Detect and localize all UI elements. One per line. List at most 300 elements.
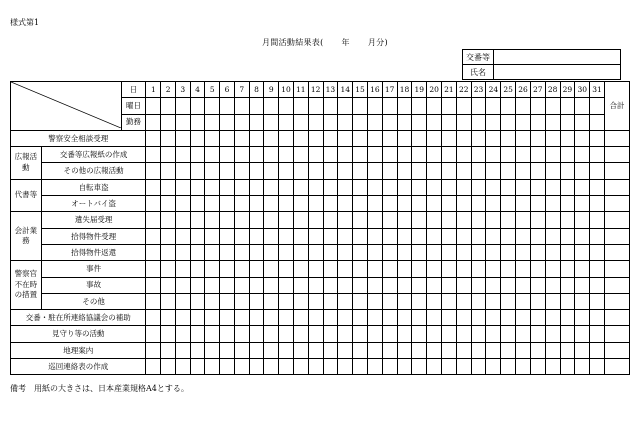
day-cell[interactable] — [412, 196, 427, 212]
weekday-cell[interactable] — [412, 98, 427, 114]
day-cell[interactable] — [293, 359, 308, 375]
day-cell[interactable] — [516, 359, 531, 375]
weekday-cell[interactable] — [264, 98, 279, 114]
day-cell[interactable] — [205, 359, 220, 375]
total-cell[interactable] — [604, 179, 629, 195]
day-cell[interactable] — [560, 147, 575, 163]
day-cell[interactable] — [530, 179, 545, 195]
day-cell[interactable] — [382, 326, 397, 342]
day-cell[interactable] — [323, 326, 338, 342]
day-cell[interactable] — [590, 196, 605, 212]
day-cell[interactable] — [456, 163, 471, 179]
weekday-cell[interactable] — [486, 98, 501, 114]
day-cell[interactable] — [190, 163, 205, 179]
day-cell[interactable] — [471, 359, 486, 375]
day-cell[interactable] — [471, 228, 486, 244]
day-cell[interactable] — [205, 293, 220, 309]
day-cell[interactable] — [264, 310, 279, 326]
day-cell[interactable] — [175, 228, 190, 244]
day-cell[interactable] — [146, 147, 161, 163]
weekday-cell[interactable] — [146, 98, 161, 114]
day-cell[interactable] — [161, 130, 176, 146]
day-cell[interactable] — [146, 261, 161, 277]
day-cell[interactable] — [560, 179, 575, 195]
day-cell[interactable] — [249, 342, 264, 358]
weekday-cell[interactable] — [427, 98, 442, 114]
total-cell[interactable] — [604, 212, 629, 228]
total-cell[interactable] — [604, 196, 629, 212]
weekday-cell[interactable] — [279, 98, 294, 114]
day-cell[interactable] — [308, 228, 323, 244]
day-cell[interactable] — [516, 179, 531, 195]
day-cell[interactable] — [397, 196, 412, 212]
day-cell[interactable] — [220, 326, 235, 342]
day-cell[interactable] — [530, 212, 545, 228]
day-cell[interactable] — [575, 277, 590, 293]
weekday-cell[interactable] — [501, 98, 516, 114]
day-cell[interactable] — [442, 261, 457, 277]
day-cell[interactable] — [530, 130, 545, 146]
day-cell[interactable] — [338, 342, 353, 358]
day-cell[interactable] — [367, 277, 382, 293]
day-cell[interactable] — [234, 293, 249, 309]
day-cell[interactable] — [530, 326, 545, 342]
day-cell[interactable] — [397, 342, 412, 358]
day-cell[interactable] — [560, 359, 575, 375]
day-cell[interactable] — [471, 261, 486, 277]
day-cell[interactable] — [412, 130, 427, 146]
day-cell[interactable] — [161, 326, 176, 342]
day-cell[interactable] — [205, 179, 220, 195]
day-cell[interactable] — [501, 261, 516, 277]
day-cell[interactable] — [545, 147, 560, 163]
day-cell[interactable] — [545, 310, 560, 326]
day-cell[interactable] — [397, 130, 412, 146]
day-cell[interactable] — [560, 293, 575, 309]
day-cell[interactable] — [575, 163, 590, 179]
day-cell[interactable] — [264, 342, 279, 358]
day-cell[interactable] — [323, 196, 338, 212]
day-cell[interactable] — [501, 196, 516, 212]
day-cell[interactable] — [486, 293, 501, 309]
day-cell[interactable] — [397, 359, 412, 375]
day-cell[interactable] — [367, 147, 382, 163]
duty-cell[interactable] — [249, 114, 264, 130]
day-cell[interactable] — [205, 147, 220, 163]
day-cell[interactable] — [293, 228, 308, 244]
day-cell[interactable] — [412, 359, 427, 375]
day-cell[interactable] — [234, 212, 249, 228]
day-cell[interactable] — [161, 359, 176, 375]
day-cell[interactable] — [501, 179, 516, 195]
day-cell[interactable] — [397, 293, 412, 309]
day-cell[interactable] — [427, 359, 442, 375]
day-cell[interactable] — [501, 310, 516, 326]
day-cell[interactable] — [338, 261, 353, 277]
day-cell[interactable] — [353, 359, 368, 375]
day-cell[interactable] — [575, 293, 590, 309]
day-cell[interactable] — [471, 147, 486, 163]
duty-cell[interactable] — [279, 114, 294, 130]
day-cell[interactable] — [234, 261, 249, 277]
day-cell[interactable] — [530, 244, 545, 260]
day-cell[interactable] — [323, 212, 338, 228]
weekday-cell[interactable] — [293, 98, 308, 114]
day-cell[interactable] — [264, 228, 279, 244]
day-cell[interactable] — [249, 228, 264, 244]
day-cell[interactable] — [382, 261, 397, 277]
day-cell[interactable] — [220, 310, 235, 326]
day-cell[interactable] — [264, 326, 279, 342]
day-cell[interactable] — [590, 163, 605, 179]
day-cell[interactable] — [486, 310, 501, 326]
day-cell[interactable] — [146, 277, 161, 293]
total-cell[interactable] — [604, 147, 629, 163]
total-cell[interactable] — [604, 130, 629, 146]
day-cell[interactable] — [190, 359, 205, 375]
day-cell[interactable] — [382, 293, 397, 309]
day-cell[interactable] — [367, 179, 382, 195]
day-cell[interactable] — [205, 163, 220, 179]
total-cell[interactable] — [604, 342, 629, 358]
day-cell[interactable] — [397, 147, 412, 163]
day-cell[interactable] — [323, 277, 338, 293]
day-cell[interactable] — [323, 163, 338, 179]
day-cell[interactable] — [249, 293, 264, 309]
day-cell[interactable] — [501, 342, 516, 358]
day-cell[interactable] — [412, 261, 427, 277]
day-cell[interactable] — [161, 277, 176, 293]
day-cell[interactable] — [367, 261, 382, 277]
day-cell[interactable] — [590, 326, 605, 342]
day-cell[interactable] — [456, 359, 471, 375]
day-cell[interactable] — [293, 310, 308, 326]
day-cell[interactable] — [190, 179, 205, 195]
day-cell[interactable] — [590, 359, 605, 375]
day-cell[interactable] — [308, 310, 323, 326]
weekday-cell[interactable] — [190, 98, 205, 114]
day-cell[interactable] — [249, 244, 264, 260]
weekday-cell[interactable] — [175, 98, 190, 114]
day-cell[interactable] — [427, 244, 442, 260]
day-cell[interactable] — [367, 196, 382, 212]
total-cell[interactable] — [604, 228, 629, 244]
day-cell[interactable] — [382, 342, 397, 358]
day-cell[interactable] — [486, 261, 501, 277]
day-cell[interactable] — [323, 261, 338, 277]
day-cell[interactable] — [456, 179, 471, 195]
day-cell[interactable] — [382, 277, 397, 293]
day-cell[interactable] — [190, 196, 205, 212]
day-cell[interactable] — [486, 163, 501, 179]
day-cell[interactable] — [427, 261, 442, 277]
day-cell[interactable] — [264, 244, 279, 260]
total-cell[interactable] — [604, 359, 629, 375]
day-cell[interactable] — [575, 244, 590, 260]
total-cell[interactable] — [604, 244, 629, 260]
day-cell[interactable] — [545, 342, 560, 358]
day-cell[interactable] — [146, 342, 161, 358]
day-cell[interactable] — [264, 293, 279, 309]
day-cell[interactable] — [545, 163, 560, 179]
day-cell[interactable] — [456, 310, 471, 326]
day-cell[interactable] — [279, 212, 294, 228]
day-cell[interactable] — [545, 228, 560, 244]
day-cell[interactable] — [442, 130, 457, 146]
day-cell[interactable] — [516, 147, 531, 163]
day-cell[interactable] — [397, 163, 412, 179]
day-cell[interactable] — [338, 196, 353, 212]
duty-cell[interactable] — [471, 114, 486, 130]
day-cell[interactable] — [175, 342, 190, 358]
day-cell[interactable] — [442, 244, 457, 260]
duty-cell[interactable] — [220, 114, 235, 130]
day-cell[interactable] — [353, 244, 368, 260]
day-cell[interactable] — [353, 261, 368, 277]
day-cell[interactable] — [382, 359, 397, 375]
day-cell[interactable] — [279, 228, 294, 244]
day-cell[interactable] — [220, 293, 235, 309]
day-cell[interactable] — [249, 130, 264, 146]
day-cell[interactable] — [397, 244, 412, 260]
day-cell[interactable] — [264, 163, 279, 179]
day-cell[interactable] — [545, 261, 560, 277]
day-cell[interactable] — [161, 212, 176, 228]
duty-cell[interactable] — [590, 114, 605, 130]
weekday-cell[interactable] — [234, 98, 249, 114]
day-cell[interactable] — [545, 179, 560, 195]
day-cell[interactable] — [249, 326, 264, 342]
day-cell[interactable] — [338, 147, 353, 163]
day-cell[interactable] — [575, 228, 590, 244]
day-cell[interactable] — [367, 212, 382, 228]
day-cell[interactable] — [560, 163, 575, 179]
weekday-cell[interactable] — [456, 98, 471, 114]
day-cell[interactable] — [308, 147, 323, 163]
day-cell[interactable] — [293, 342, 308, 358]
day-cell[interactable] — [442, 212, 457, 228]
day-cell[interactable] — [456, 196, 471, 212]
day-cell[interactable] — [220, 261, 235, 277]
day-cell[interactable] — [323, 342, 338, 358]
day-cell[interactable] — [279, 342, 294, 358]
day-cell[interactable] — [412, 293, 427, 309]
day-cell[interactable] — [146, 196, 161, 212]
day-cell[interactable] — [456, 244, 471, 260]
day-cell[interactable] — [442, 326, 457, 342]
day-cell[interactable] — [338, 130, 353, 146]
day-cell[interactable] — [279, 261, 294, 277]
day-cell[interactable] — [560, 196, 575, 212]
day-cell[interactable] — [367, 163, 382, 179]
day-cell[interactable] — [486, 196, 501, 212]
duty-cell[interactable] — [456, 114, 471, 130]
day-cell[interactable] — [560, 212, 575, 228]
day-cell[interactable] — [264, 147, 279, 163]
day-cell[interactable] — [146, 228, 161, 244]
day-cell[interactable] — [323, 179, 338, 195]
day-cell[interactable] — [175, 212, 190, 228]
day-cell[interactable] — [249, 212, 264, 228]
day-cell[interactable] — [293, 293, 308, 309]
day-cell[interactable] — [293, 261, 308, 277]
day-cell[interactable] — [279, 179, 294, 195]
day-cell[interactable] — [308, 342, 323, 358]
day-cell[interactable] — [575, 130, 590, 146]
day-cell[interactable] — [456, 147, 471, 163]
total-cell[interactable] — [604, 163, 629, 179]
day-cell[interactable] — [530, 359, 545, 375]
day-cell[interactable] — [161, 196, 176, 212]
duty-cell[interactable] — [530, 114, 545, 130]
day-cell[interactable] — [442, 228, 457, 244]
day-cell[interactable] — [146, 244, 161, 260]
day-cell[interactable] — [205, 310, 220, 326]
day-cell[interactable] — [249, 163, 264, 179]
day-cell[interactable] — [234, 342, 249, 358]
duty-cell[interactable] — [427, 114, 442, 130]
day-cell[interactable] — [486, 147, 501, 163]
day-cell[interactable] — [175, 244, 190, 260]
day-cell[interactable] — [590, 179, 605, 195]
day-cell[interactable] — [560, 244, 575, 260]
day-cell[interactable] — [427, 228, 442, 244]
day-cell[interactable] — [234, 228, 249, 244]
day-cell[interactable] — [249, 179, 264, 195]
day-cell[interactable] — [530, 310, 545, 326]
duty-cell[interactable] — [382, 114, 397, 130]
day-cell[interactable] — [323, 130, 338, 146]
day-cell[interactable] — [530, 163, 545, 179]
day-cell[interactable] — [516, 163, 531, 179]
day-cell[interactable] — [382, 228, 397, 244]
day-cell[interactable] — [264, 130, 279, 146]
day-cell[interactable] — [175, 277, 190, 293]
day-cell[interactable] — [220, 359, 235, 375]
day-cell[interactable] — [279, 359, 294, 375]
day-cell[interactable] — [234, 130, 249, 146]
day-cell[interactable] — [161, 261, 176, 277]
day-cell[interactable] — [234, 277, 249, 293]
duty-cell[interactable] — [516, 114, 531, 130]
day-cell[interactable] — [456, 212, 471, 228]
day-cell[interactable] — [560, 342, 575, 358]
day-cell[interactable] — [427, 342, 442, 358]
day-cell[interactable] — [161, 244, 176, 260]
day-cell[interactable] — [560, 310, 575, 326]
day-cell[interactable] — [382, 196, 397, 212]
day-cell[interactable] — [575, 342, 590, 358]
day-cell[interactable] — [590, 277, 605, 293]
weekday-cell[interactable] — [516, 98, 531, 114]
day-cell[interactable] — [575, 310, 590, 326]
day-cell[interactable] — [279, 310, 294, 326]
day-cell[interactable] — [486, 342, 501, 358]
day-cell[interactable] — [220, 130, 235, 146]
day-cell[interactable] — [353, 228, 368, 244]
day-cell[interactable] — [190, 310, 205, 326]
day-cell[interactable] — [412, 310, 427, 326]
day-cell[interactable] — [471, 326, 486, 342]
day-cell[interactable] — [486, 359, 501, 375]
day-cell[interactable] — [456, 326, 471, 342]
day-cell[interactable] — [353, 342, 368, 358]
duty-cell[interactable] — [545, 114, 560, 130]
weekday-cell[interactable] — [545, 98, 560, 114]
day-cell[interactable] — [190, 293, 205, 309]
day-cell[interactable] — [279, 196, 294, 212]
weekday-cell[interactable] — [367, 98, 382, 114]
day-cell[interactable] — [146, 163, 161, 179]
weekday-cell[interactable] — [338, 98, 353, 114]
day-cell[interactable] — [234, 179, 249, 195]
day-cell[interactable] — [146, 179, 161, 195]
duty-cell[interactable] — [338, 114, 353, 130]
day-cell[interactable] — [516, 196, 531, 212]
day-cell[interactable] — [220, 163, 235, 179]
day-cell[interactable] — [412, 212, 427, 228]
day-cell[interactable] — [590, 244, 605, 260]
day-cell[interactable] — [293, 326, 308, 342]
weekday-cell[interactable] — [590, 98, 605, 114]
day-cell[interactable] — [293, 196, 308, 212]
day-cell[interactable] — [234, 310, 249, 326]
duty-cell[interactable] — [486, 114, 501, 130]
day-cell[interactable] — [308, 196, 323, 212]
day-cell[interactable] — [590, 261, 605, 277]
day-cell[interactable] — [382, 310, 397, 326]
day-cell[interactable] — [442, 359, 457, 375]
day-cell[interactable] — [279, 293, 294, 309]
day-cell[interactable] — [545, 212, 560, 228]
total-cell[interactable] — [604, 310, 629, 326]
day-cell[interactable] — [397, 326, 412, 342]
day-cell[interactable] — [190, 261, 205, 277]
day-cell[interactable] — [190, 228, 205, 244]
day-cell[interactable] — [146, 310, 161, 326]
day-cell[interactable] — [353, 293, 368, 309]
day-cell[interactable] — [338, 293, 353, 309]
day-cell[interactable] — [471, 179, 486, 195]
day-cell[interactable] — [293, 130, 308, 146]
day-cell[interactable] — [264, 212, 279, 228]
day-cell[interactable] — [175, 179, 190, 195]
day-cell[interactable] — [338, 163, 353, 179]
duty-cell[interactable] — [323, 114, 338, 130]
day-cell[interactable] — [501, 228, 516, 244]
day-cell[interactable] — [205, 212, 220, 228]
day-cell[interactable] — [442, 196, 457, 212]
day-cell[interactable] — [590, 212, 605, 228]
day-cell[interactable] — [471, 244, 486, 260]
day-cell[interactable] — [323, 310, 338, 326]
day-cell[interactable] — [560, 277, 575, 293]
day-cell[interactable] — [190, 244, 205, 260]
day-cell[interactable] — [220, 179, 235, 195]
day-cell[interactable] — [249, 196, 264, 212]
day-cell[interactable] — [397, 179, 412, 195]
day-cell[interactable] — [427, 212, 442, 228]
day-cell[interactable] — [575, 147, 590, 163]
day-cell[interactable] — [234, 147, 249, 163]
day-cell[interactable] — [427, 130, 442, 146]
day-cell[interactable] — [412, 147, 427, 163]
duty-cell[interactable] — [161, 114, 176, 130]
day-cell[interactable] — [516, 228, 531, 244]
day-cell[interactable] — [205, 326, 220, 342]
day-cell[interactable] — [575, 179, 590, 195]
duty-cell[interactable] — [293, 114, 308, 130]
